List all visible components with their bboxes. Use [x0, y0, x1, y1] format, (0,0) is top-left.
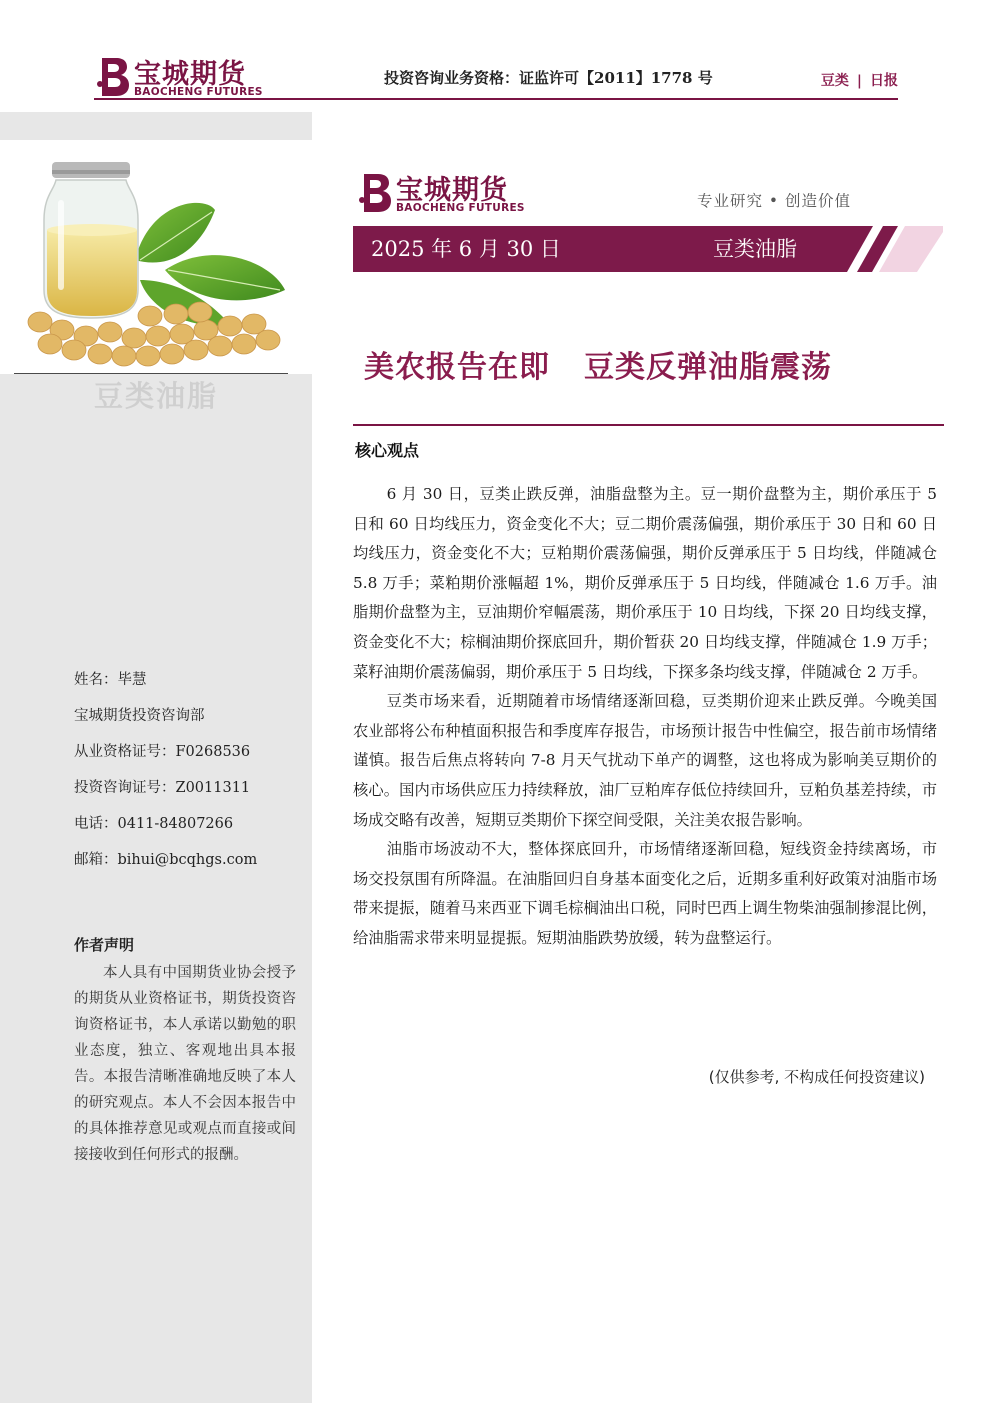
logo-chinese-name: 宝城期货 [134, 59, 246, 90]
date-banner [353, 226, 943, 272]
logo-english-name: BAOCHENG FUTURES [396, 202, 525, 214]
slogan: 专业研究 • 创造价值 [697, 192, 851, 210]
analyst-email: 邮箱：bihui@bcqhgs.com [74, 852, 258, 868]
logo-chinese-name: 宝城期货 [396, 175, 508, 206]
baocheng-logo-icon [358, 170, 392, 214]
analyst-department: 宝城期货投资咨询部 [74, 708, 205, 724]
header-divider [94, 98, 898, 100]
title-divider [353, 424, 944, 426]
section-heading: 核心观点 [355, 441, 420, 460]
report-title [364, 342, 832, 386]
analyst-phone: 电话：0411-84807266 [74, 816, 234, 832]
report-date: 2025 年 6 月 30 日 [371, 237, 561, 261]
analyst-contact [74, 662, 257, 878]
body-paragraph: 6 月 30 日，豆类止跌反弹，油脂盘整为主。豆一期价盘整为主，期价承压于 5 日和 60 日均线压力，资金变化不大；豆二期价震荡偏强，期价承压于 30 日和 60 日均线压力，资金变化不大；豆粕期价震荡偏强，期价反弹承压于 5 日均线，伴随减仓 5.8 万手；菜粕期价涨幅超 1%，期价反弹承压于 5 日均线，伴随减仓 1.6 万手。油脂期价盘整为主，豆油期价窄幅震荡，期价承压于 10 日均线，下探 20 日均线支撑，资金变化不大；棕榈油期价探底回升，期价暂获 20 日均线支撑，伴随减仓 1.9 万手；菜籽油期价震荡偏弱，期价承压于 5 日均线，下探多条均线支撑，伴随减仓 2 万手。 [353, 485, 937, 681]
report-tag [821, 70, 898, 90]
sidebar [0, 112, 312, 1403]
declaration-text: 本人具有中国期货业协会授予的期货从业资格证书，期货投资咨询资格证书，本人承诺以勤勉的职业态度，独立、客观地出具本报告。本报告清晰准确地反映了本人的研究观点。本人不会因本报告中的具体推荐意见或观点而直接或间接接收到任何形式的报酬。 [74, 965, 296, 1163]
cover-photo [0, 140, 312, 374]
license-text: 投资咨询业务资格：证监许可【2011】1778 号 [384, 69, 713, 87]
analyst-consult-cert: 投资咨询证号：Z0011311 [74, 780, 251, 796]
title-part-1: 美农报告在即 [364, 350, 550, 385]
banner-category: 豆类油脂 [713, 237, 797, 261]
analyst-qualification: 从业资格证号：F0268536 [74, 744, 251, 760]
body-paragraph: 油脂市场波动不大，整体探底回升，市场情绪逐渐回稳，短线资金持续离场，市场交投氛围有所降温。在油脂回归自身基本面变化之后，近期多重利好政策对油脂市场带来提振，随着马来西亚下调毛棕榈油出口税，同时巴西上调生物柴油强制掺混比例，给油脂需求带来明显提振。短期油脂跌势放缓，转为盘整运行。 [353, 840, 937, 947]
analyst-name: 姓名：毕慧 [74, 672, 147, 688]
report-category-tag: 豆类 [820, 73, 849, 89]
soybean-oil-jar-image [0, 140, 312, 374]
sidebar-category: 豆类油脂 [93, 379, 218, 413]
disclaimer: (仅供参考, 不构成任何投资建议) [708, 1068, 925, 1086]
report-type-tag: 日报 [870, 73, 898, 89]
main-logo [358, 168, 528, 218]
body-paragraph: 豆类市场来看，近期随着市场情绪逐渐回稳，豆类期价迎来止跌反弹。今晚美国农业部将公布种植面积报告和季度库存报告，市场预计报告中性偏空，报告前市场情绪谨慎。报告后焦点将转向 7-8 月天气扰动下单产的调整，这也将成为影响美豆期价的核心。国内市场供应压力持续释放，油厂豆粕库存低位持续回升，豆粕负基差持续，市场成交略有改善，短期豆类期价下探空间受限，关注美农报告影响。 [353, 692, 937, 829]
report-body [353, 480, 937, 954]
header-logo [96, 52, 263, 102]
declaration-title: 作者声明 [74, 936, 135, 954]
logo-english-name: BAOCHENG FUTURES [134, 86, 263, 98]
baocheng-logo-icon [96, 54, 130, 98]
title-part-2: 豆类反弹油脂震荡 [584, 350, 832, 385]
tag-separator: | [856, 73, 862, 89]
